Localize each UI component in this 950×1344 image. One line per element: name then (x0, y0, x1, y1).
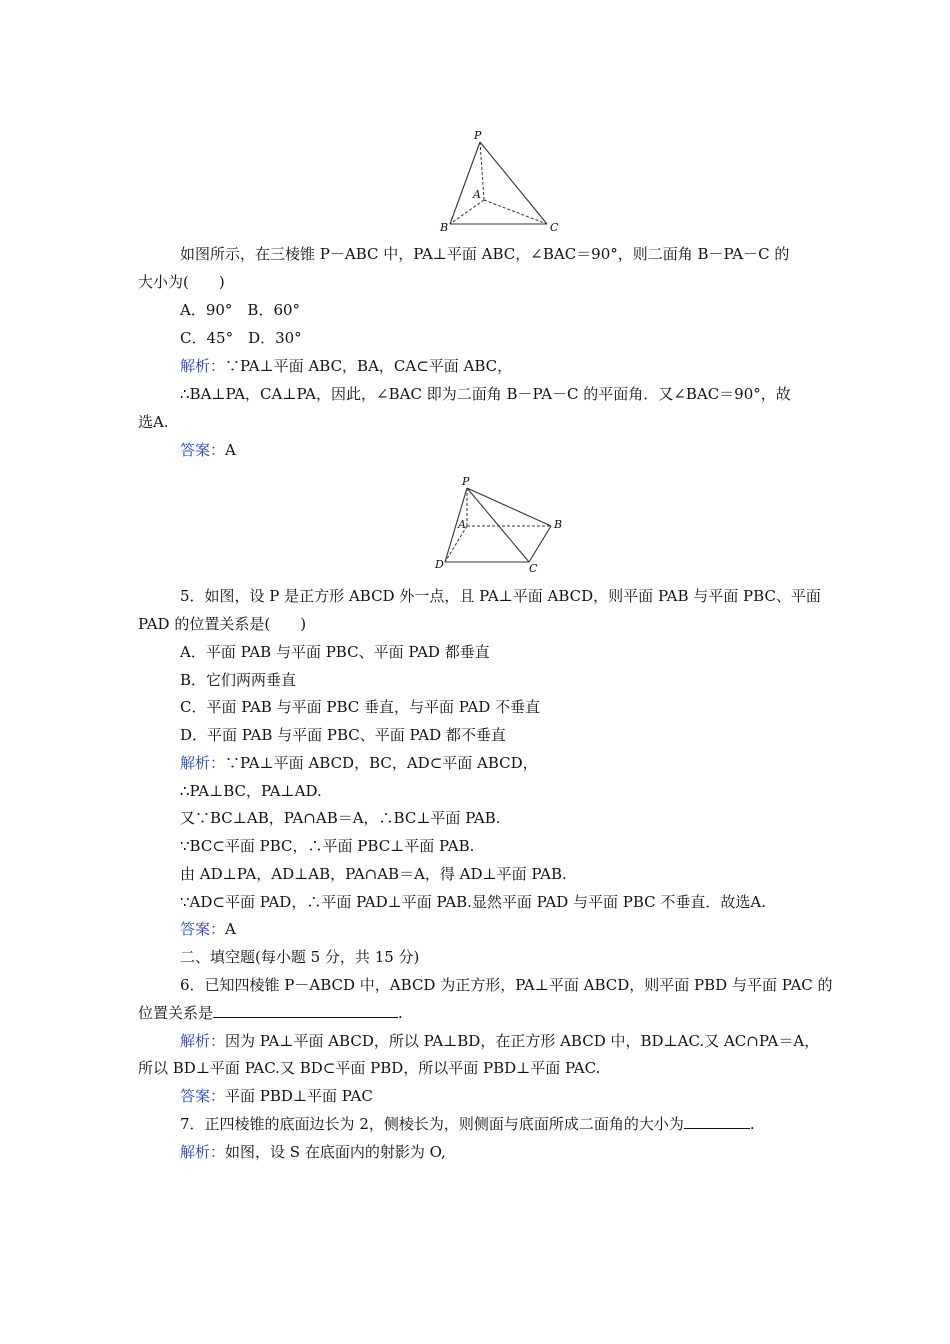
analysis-label: 解析： (180, 1032, 226, 1050)
q5-analysis-line2: ∴PA⊥BC，PA⊥AD. (180, 782, 322, 800)
q5-stem-line2: PAD 的位置关系是( ) (138, 615, 307, 633)
q4-analysis-line3: 选A. (138, 413, 169, 431)
analysis-text: 如图，设 S 在底面内的射影为 O, (225, 1143, 446, 1161)
q7-answer-blank (684, 1114, 750, 1129)
figure-pyramid (425, 474, 575, 574)
q5-option-c: C．平面 PAB 与平面 PBC 垂直，与平面 PAD 不垂直 (180, 698, 541, 716)
q5-stem-line1: 5．如图，设 P 是正方形 ABCD 外一点，且 PA⊥平面 ABCD，则平面 PAB 与平面 PBC、平面 (180, 587, 821, 605)
q6-answer-blank (213, 1003, 398, 1018)
fig2-label-c: C (529, 562, 538, 574)
analysis-text: 因为 PA⊥平面 ABCD，所以 PA⊥BD，在正方形 ABCD 中，BD⊥AC.又 AC∩PA＝A， (225, 1032, 820, 1050)
fig2-label-b: B (554, 518, 563, 531)
analysis-text: ∵PA⊥平面 ABCD，BC，AD⊂平面 ABCD， (225, 754, 538, 772)
fig1-label-a: A (473, 188, 481, 201)
q4-analysis-line2: ∴BA⊥PA，CA⊥PA，因此，∠BAC 即为二面角 B－PA－C 的平面角．又∠BAC＝90°，故 (180, 385, 791, 403)
fig1-label-b: B (440, 221, 449, 234)
q5-option-a: A．平面 PAB 与平面 PBC、平面 PAD 都垂直 (180, 643, 490, 661)
q7-stem-end: . (749, 1115, 755, 1133)
q7-stem-line1 (180, 1114, 755, 1134)
fig1-label-c: C (550, 221, 559, 234)
q4-stem-line2: 大小为( ) (138, 273, 225, 291)
q5-analysis-line1 (180, 753, 538, 773)
answer-text: A (225, 920, 236, 938)
q4-options-cd: C．45° D．30° (180, 329, 302, 347)
q4-options-ab: A．90° B．60° (180, 301, 301, 319)
q6-answer (180, 1086, 373, 1106)
q4-stem-line1: 如图所示，在三棱锥 P－ABC 中，PA⊥平面 ABC，∠BAC＝90°，则二面角 B－PA－C 的 (180, 245, 790, 263)
q6-stem-line1: 6．已知四棱锥 P－ABCD 中，ABCD 为正方形，PA⊥平面 ABCD，则平面 PBD 与平面 PAC 的 (180, 976, 833, 994)
fig2-label-p: P (462, 475, 470, 488)
answer-text: A (225, 441, 236, 459)
figure-tetrahedron (430, 128, 570, 236)
q7-stem-text: 7．正四棱锥的底面边长为 2，侧棱长为，则侧面与底面所成二面角的大小为 (180, 1115, 684, 1133)
q5-option-b: B．它们两两垂直 (180, 671, 297, 689)
q5-analysis-line6: ∵AD⊂平面 PAD，∴平面 PAD⊥平面 PAB.显然平面 PAD 与平面 PBC 不垂直．故选A. (180, 893, 766, 911)
answer-label: 答案： (180, 441, 226, 459)
answer-label: 答案： (180, 1087, 226, 1105)
analysis-label: 解析： (180, 357, 226, 375)
answer-label: 答案： (180, 920, 226, 938)
q4-analysis-line1 (180, 356, 512, 376)
q6-stem-end: . (398, 1004, 403, 1022)
analysis-label: 解析： (180, 1143, 226, 1161)
fig1-label-p: P (474, 129, 482, 142)
q5-analysis-line5: 由 AD⊥PA，AD⊥AB，PA∩AB＝A，得 AD⊥平面 PAB. (180, 865, 567, 883)
q6-stem-text: 位置关系是 (138, 1004, 214, 1022)
q6-analysis-line2: 所以 BD⊥平面 PAC.又 BD⊂平面 PBD，所以平面 PBD⊥平面 PAC. (138, 1059, 601, 1077)
q6-analysis-line1 (180, 1031, 819, 1051)
q5-analysis-line3: 又∵BC⊥AB，PA∩AB＝A，∴BC⊥平面 PAB. (180, 809, 501, 827)
q5-analysis-line4: ∵BC⊂平面 PBC，∴平面 PBC⊥平面 PAB. (180, 837, 475, 855)
q7-analysis-line1 (180, 1142, 446, 1162)
answer-text: 平面 PBD⊥平面 PAC (225, 1087, 373, 1105)
analysis-text: ∵PA⊥平面 ABC，BA，CA⊂平面 ABC， (225, 357, 513, 375)
section-heading: 二、填空题(每小题 5 分，共 15 分) (180, 948, 420, 966)
q4-answer (180, 440, 236, 460)
q5-answer (180, 919, 236, 939)
q6-stem-line2 (138, 1003, 403, 1023)
q5-option-d: D．平面 PAB 与平面 PBC、平面 PAD 都不垂直 (180, 726, 506, 744)
analysis-label: 解析： (180, 754, 226, 772)
fig2-label-a: A (458, 518, 466, 531)
fig2-label-d: D (435, 558, 444, 571)
